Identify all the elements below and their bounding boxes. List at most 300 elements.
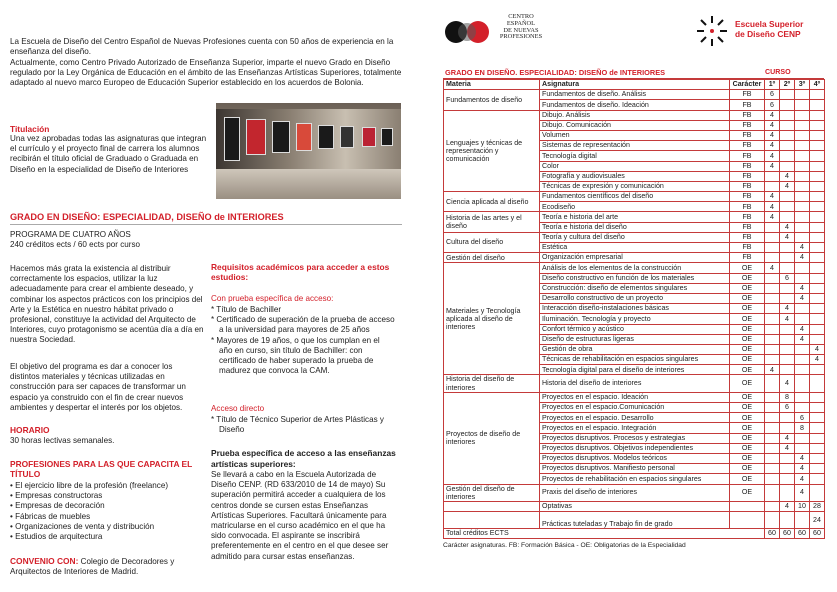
caracter-cell: OE xyxy=(730,263,765,273)
credit-cell xyxy=(810,130,825,140)
credit-cell xyxy=(810,413,825,423)
intro-paragraph-2: Actualmente, como Centro Privado Autorizado de Enseñanza Superior, imparte el nuevo Grado en Diseño regulado por la Ley Orgánica de Educación en el ámbito de las Enseñanzas Artísticas Superiores, totalmente adaptado al nuevo marco Europeo de Educación Superior establecido en los acuerdos de Bolonia. xyxy=(10,58,402,88)
asignatura-cell: Teoría e historia del arte xyxy=(540,212,730,222)
caracter-cell: OE xyxy=(730,314,765,324)
cenp-circles-icon xyxy=(444,17,492,47)
credit-cell xyxy=(765,273,780,283)
caracter-cell: OE xyxy=(730,423,765,433)
materia-cell: Historia del diseño de interiores xyxy=(444,375,540,392)
credit-cell xyxy=(810,90,825,100)
list-item: * Mayores de 19 años, o que los cumplan en el año en curso, sin título de Bachiller: con certificado de haber superado la prueba de madurez que convoca la CAM. xyxy=(211,336,395,377)
credit-cell xyxy=(810,453,825,463)
table-row xyxy=(444,212,825,222)
credit-cell xyxy=(780,413,795,423)
header-year: 2º xyxy=(780,80,795,90)
credit-cell xyxy=(810,141,825,151)
asignatura-cell: Construcción: diseño de elementos singulares xyxy=(540,283,730,293)
caracter-cell: FB xyxy=(730,202,765,212)
asignatura-cell: Teoría e historia del diseño xyxy=(540,222,730,232)
credit-cell: 6 xyxy=(780,273,795,283)
credit-cell xyxy=(765,222,780,232)
caracter-cell: FB xyxy=(730,120,765,130)
credit-cell xyxy=(780,283,795,293)
credit-cell xyxy=(765,344,780,354)
convenio-label: CONVENIO CON: xyxy=(10,556,79,566)
credit-cell xyxy=(810,443,825,453)
caracter-cell: FB xyxy=(730,90,765,100)
divider xyxy=(10,224,402,225)
caracter-cell: OE xyxy=(730,464,765,474)
header-asignatura: Asignatura xyxy=(540,80,730,90)
caracter-cell: OE xyxy=(730,365,765,375)
asignatura-cell: Estética xyxy=(540,243,730,253)
credit-cell: 10 xyxy=(795,501,810,511)
acceso-directo-list xyxy=(211,415,395,435)
credit-cell xyxy=(795,375,810,392)
credit-cell xyxy=(780,202,795,212)
credit-cell: 4 xyxy=(780,304,795,314)
credit-cell xyxy=(765,283,780,293)
credit-cell xyxy=(810,110,825,120)
credit-cell xyxy=(765,324,780,334)
caracter-cell: FB xyxy=(730,171,765,181)
cenp-logo-line: DE NUEVAS xyxy=(503,26,539,34)
asignatura-cell: Desarrollo constructivo de un proyecto xyxy=(540,293,730,303)
asignatura-cell: Fotografía y audiovisuales xyxy=(540,171,730,181)
caracter-cell: FB xyxy=(730,181,765,191)
credit-cell xyxy=(780,324,795,334)
asignatura-cell: Sistemas de representación xyxy=(540,141,730,151)
empty-cell xyxy=(730,512,765,529)
credit-cell: 4 xyxy=(795,464,810,474)
curriculum-table xyxy=(443,79,825,539)
asignatura-cell: Proyectos disruptivos. Modelos teóricos xyxy=(540,453,730,463)
credit-cell xyxy=(765,501,780,511)
credit-cell xyxy=(765,243,780,253)
credit-cell: 4 xyxy=(780,314,795,324)
caracter-cell: OE xyxy=(730,413,765,423)
credit-cell xyxy=(810,161,825,171)
caracter-cell: OE xyxy=(730,403,765,413)
practicas-row xyxy=(444,512,825,529)
credit-cell: 4 xyxy=(780,171,795,181)
list-item: * Título de Bachiller xyxy=(211,305,395,315)
materia-cell: Materiales y Tecnología aplicada al diseño de interiores xyxy=(444,263,540,375)
credit-cell: 4 xyxy=(765,151,780,161)
credit-cell xyxy=(780,90,795,100)
caracter-cell: OE xyxy=(730,375,765,392)
asignatura-cell: Proyectos en el espacio.Comunicación xyxy=(540,403,730,413)
credit-cell xyxy=(795,141,810,151)
credit-cell xyxy=(765,293,780,303)
credit-cell xyxy=(780,484,795,501)
asignatura-cell: Iluminación. Tecnología y proyecto xyxy=(540,314,730,324)
credit-cell xyxy=(780,100,795,110)
credit-cell: 6 xyxy=(795,413,810,423)
caracter-cell: FB xyxy=(730,161,765,171)
credit-cell xyxy=(780,130,795,140)
credit-cell xyxy=(780,453,795,463)
caracter-cell: FB xyxy=(730,192,765,202)
credit-cell xyxy=(780,110,795,120)
credit-cell xyxy=(780,365,795,375)
asignatura-cell: Confort térmico y acústico xyxy=(540,324,730,334)
caracter-cell: FB xyxy=(730,212,765,222)
caracter-cell: FB xyxy=(730,141,765,151)
credit-cell: 28 xyxy=(810,501,825,511)
credit-cell xyxy=(810,324,825,334)
row-label: Prácticas tuteladas y Trabajo fin de grado xyxy=(540,512,730,529)
credit-cell xyxy=(810,375,825,392)
asignatura-cell: Volumen xyxy=(540,130,730,140)
credit-cell xyxy=(765,392,780,402)
asignatura-cell: Teoría y cultura del diseño xyxy=(540,232,730,242)
credit-cell xyxy=(765,484,780,501)
table-row xyxy=(444,392,825,402)
credit-cell: 4 xyxy=(795,474,810,484)
credit-cell xyxy=(810,100,825,110)
credit-cell xyxy=(810,202,825,212)
credit-cell xyxy=(810,334,825,344)
body-paragraph-1: Hacemos más grata la existencia al distribuir correctamente los espacios, utilizar la luz adecuadamente para crear el ambiente deseado, y combinar los aspectos prácticos con los principios del Arte y la Estética en nuestro hábitat privado o profesional, constituye la actividad del Arquitecto de Interiores, cuyo protagonismo se acentúa día a día en nuestra Sociedad. xyxy=(10,264,204,345)
asignatura-cell: Fundamentos de diseño. Ideación xyxy=(540,100,730,110)
credit-cell: 4 xyxy=(795,243,810,253)
credit-cell xyxy=(795,130,810,140)
caracter-cell: FB xyxy=(730,151,765,161)
caracter-cell: OE xyxy=(730,433,765,443)
materia-cell: Lenguajes y técnicas de representación y comunicación xyxy=(444,110,540,192)
credit-cell xyxy=(765,512,780,529)
asignatura-cell: Proyectos disruptivos. Manifiesto personal xyxy=(540,464,730,474)
credit-cell xyxy=(795,181,810,191)
credit-cell xyxy=(795,232,810,242)
total-row xyxy=(444,529,825,539)
asignatura-cell: Interacción diseño-instalaciones básicas xyxy=(540,304,730,314)
credit-cell xyxy=(780,334,795,344)
header-caracter: Carácter xyxy=(730,80,765,90)
credit-cell xyxy=(810,474,825,484)
list-item: • Empresas constructoras xyxy=(10,491,210,501)
cenp-logo-line: PROFESIONES xyxy=(499,33,543,41)
body-paragraph-2: El objetivo del programa es dar a conocer los distintos materiales y técnicas utilizadas en construcción para ser capaces de transformar un espacio ya construido con el fin de crear nuevos ambientes y despertar el interés por los objetos. xyxy=(10,362,186,412)
total-cell: 60 xyxy=(765,529,780,539)
table-row xyxy=(444,90,825,100)
asignatura-cell: Proyectos en el espacio. Desarrollo xyxy=(540,413,730,423)
table-row xyxy=(444,110,825,120)
credit-cell xyxy=(795,222,810,232)
credit-cell xyxy=(810,484,825,501)
con-prueba-list xyxy=(211,305,395,376)
credit-cell xyxy=(795,314,810,324)
credit-cell: 4 xyxy=(810,344,825,354)
credit-cell xyxy=(780,253,795,263)
credit-cell xyxy=(810,212,825,222)
credit-cell: 4 xyxy=(795,324,810,334)
asignatura-cell: Tecnología digital xyxy=(540,151,730,161)
credit-cell xyxy=(795,110,810,120)
acceso-directo-heading: Acceso directo xyxy=(211,404,265,413)
credit-cell xyxy=(810,273,825,283)
credit-cell xyxy=(765,171,780,181)
credit-cell xyxy=(810,120,825,130)
asignatura-cell: Proyectos disruptivos. Objetivos independientes xyxy=(540,443,730,453)
credit-cell: 4 xyxy=(795,293,810,303)
credit-cell: 4 xyxy=(780,232,795,242)
asignatura-cell: Proyectos disruptivos. Procesos y estrategias xyxy=(540,433,730,443)
credit-cell xyxy=(780,512,795,529)
credit-cell xyxy=(795,403,810,413)
credit-cell xyxy=(810,365,825,375)
credit-cell xyxy=(780,423,795,433)
credit-cell xyxy=(780,151,795,161)
credit-cell xyxy=(765,453,780,463)
credit-cell xyxy=(780,243,795,253)
credit-cell xyxy=(765,474,780,484)
credit-cell xyxy=(780,263,795,273)
credit-cell xyxy=(765,253,780,263)
escuela-logo-line2: de Diseño CENP xyxy=(735,29,801,39)
credit-cell xyxy=(810,283,825,293)
credit-cell xyxy=(765,464,780,474)
materia-cell: Proyectos de diseño de interiores xyxy=(444,392,540,484)
asignatura-cell: Historia del diseño de interiores xyxy=(540,375,730,392)
credit-cell xyxy=(795,443,810,453)
caracter-cell: FB xyxy=(730,232,765,242)
cenp-logo-line: ESPAÑOL xyxy=(506,19,536,27)
cenp-logo-line: CENTRO xyxy=(508,13,534,20)
materia-cell: Cultura del diseño xyxy=(444,232,540,252)
caracter-cell: OE xyxy=(730,392,765,402)
credit-cell: 4 xyxy=(765,130,780,140)
empty-cell xyxy=(730,501,765,511)
credit-cell: 6 xyxy=(765,100,780,110)
credit-cell xyxy=(765,403,780,413)
credit-cell xyxy=(765,433,780,443)
credit-cell xyxy=(765,413,780,423)
caracter-cell: FB xyxy=(730,100,765,110)
credit-cell xyxy=(810,464,825,474)
row-label: Optativas xyxy=(540,501,730,511)
credit-cell: 4 xyxy=(780,433,795,443)
caracter-cell: FB xyxy=(730,130,765,140)
credit-cell xyxy=(795,202,810,212)
credit-cell: 8 xyxy=(780,392,795,402)
credit-cell xyxy=(810,423,825,433)
credit-cell: 4 xyxy=(810,355,825,365)
credit-cell xyxy=(780,293,795,303)
credit-cell xyxy=(810,222,825,232)
total-cell: 60 xyxy=(810,529,825,539)
asignatura-cell: Fundamentos científicos del diseño xyxy=(540,192,730,202)
table-header-row xyxy=(444,80,825,90)
credit-cell xyxy=(810,433,825,443)
credit-cell: 6 xyxy=(765,90,780,100)
credit-cell xyxy=(780,464,795,474)
credit-cell xyxy=(795,263,810,273)
credit-cell xyxy=(765,334,780,344)
credit-cell xyxy=(795,171,810,181)
credit-cell xyxy=(810,253,825,263)
credit-cell xyxy=(810,263,825,273)
empty-cell xyxy=(444,512,540,529)
credit-cell xyxy=(780,120,795,130)
prueba-heading: Prueba específica de acceso a las enseñanzas artísticas superiores: xyxy=(211,448,396,469)
credit-cell: 6 xyxy=(780,403,795,413)
credit-cell xyxy=(795,355,810,365)
credit-cell: 4 xyxy=(765,161,780,171)
credit-cell xyxy=(765,232,780,242)
credit-cell: 4 xyxy=(765,365,780,375)
credit-cell xyxy=(780,161,795,171)
asignatura-cell: Proyectos en el espacio. Ideación xyxy=(540,392,730,402)
curso-label: CURSO xyxy=(765,68,791,76)
credit-cell: 4 xyxy=(765,263,780,273)
horario-text: 30 horas lectivas semanales. xyxy=(10,436,115,445)
total-cell: 60 xyxy=(780,529,795,539)
credit-cell xyxy=(795,192,810,202)
credit-cell xyxy=(780,141,795,151)
credit-cell: 4 xyxy=(780,501,795,511)
caracter-cell: OE xyxy=(730,334,765,344)
credit-cell xyxy=(795,161,810,171)
credit-cell xyxy=(780,212,795,222)
list-item: • El ejercicio libre de la profesión (freelance) xyxy=(10,481,210,491)
caracter-cell: OE xyxy=(730,355,765,365)
credit-cell xyxy=(780,474,795,484)
intro-paragraph-1: La Escuela de Diseño del Centro Español de Nuevas Profesiones cuenta con 50 años de experiencia en la enseñanza del diseño. xyxy=(10,37,394,57)
caracter-cell: FB xyxy=(730,110,765,120)
table-title: GRADO EN DISEÑO. ESPECIALIDAD: DISEÑO de INTERIORES xyxy=(445,68,666,77)
credit-cell xyxy=(810,171,825,181)
caracter-cell: OE xyxy=(730,453,765,463)
credit-cell xyxy=(795,212,810,222)
credit-cell: 4 xyxy=(795,283,810,293)
header-year: 1º xyxy=(765,80,780,90)
asignatura-cell: Técnicas de expresión y comunicación xyxy=(540,181,730,191)
credit-cell: 4 xyxy=(795,453,810,463)
asignatura-cell: Fundamentos de diseño. Análisis xyxy=(540,90,730,100)
caracter-cell: OE xyxy=(730,324,765,334)
credit-cell: 4 xyxy=(795,334,810,344)
credit-cell xyxy=(765,375,780,392)
asignatura-cell: Análisis de los elementos de la construcción xyxy=(540,263,730,273)
credit-cell xyxy=(810,304,825,314)
caracter-cell: FB xyxy=(730,253,765,263)
credit-cell: 24 xyxy=(810,512,825,529)
materia-cell: Gestión del diseño de interiores xyxy=(444,484,540,501)
convenio-text: Colegio de Decoradores y Arquitectos de Interiores de Madrid. xyxy=(10,557,175,577)
asignatura-cell: Proyectos en el espacio. Integración xyxy=(540,423,730,433)
list-item: • Fábricas de muebles xyxy=(10,512,210,522)
list-item: • Empresas de decoración xyxy=(10,501,210,511)
programa-text: PROGRAMA DE CUATRO AÑOS xyxy=(10,230,131,239)
materia-cell: Fundamentos de diseño xyxy=(444,90,540,110)
credit-cell xyxy=(765,355,780,365)
credit-cell xyxy=(795,512,810,529)
creditos-text: 240 créditos ects / 60 ects por curso xyxy=(10,240,141,249)
credit-cell: 8 xyxy=(795,423,810,433)
header-year: 4º xyxy=(810,80,825,90)
credit-cell: 4 xyxy=(765,202,780,212)
escuela-logo-line1: Escuela Superior xyxy=(735,19,804,29)
caracter-cell: OE xyxy=(730,273,765,283)
asignatura-cell: Tecnología digital para el diseño de interiores xyxy=(540,365,730,375)
credit-cell xyxy=(765,423,780,433)
asignatura-cell: Gestión de obra xyxy=(540,344,730,354)
asignatura-cell: Organización empresarial xyxy=(540,253,730,263)
asignatura-cell: Proyectos de rehabilitación en espacios singulares xyxy=(540,474,730,484)
escuela-logo xyxy=(695,14,835,48)
credit-cell xyxy=(765,314,780,324)
asignatura-cell: Diseño constructivo en función de los materiales xyxy=(540,273,730,283)
credit-cell xyxy=(810,403,825,413)
con-prueba-heading: Con prueba específica de acceso: xyxy=(211,294,334,303)
optativas-row xyxy=(444,501,825,511)
credit-cell xyxy=(810,192,825,202)
list-item: * Título de Técnico Superior de Artes Plásticas y Diseño xyxy=(211,415,395,435)
asignatura-cell: Dibujo. Análisis xyxy=(540,110,730,120)
credit-cell xyxy=(810,392,825,402)
credit-cell: 4 xyxy=(765,120,780,130)
profesiones-heading: PROFESIONES PARA LAS QUE CAPACITA EL TÍTULO xyxy=(10,459,193,479)
credit-cell xyxy=(765,181,780,191)
credit-cell xyxy=(795,100,810,110)
credit-cell: 4 xyxy=(795,253,810,263)
credit-cell xyxy=(810,243,825,253)
credit-cell xyxy=(795,90,810,100)
table-row xyxy=(444,192,825,202)
header-materia: Materia xyxy=(444,80,540,90)
table-row xyxy=(444,375,825,392)
requisitos-heading: Requisitos académicos para acceder a estos estudios: xyxy=(211,262,390,282)
table-row xyxy=(444,263,825,273)
caracter-cell: OE xyxy=(730,293,765,303)
credit-cell xyxy=(810,293,825,303)
convenio xyxy=(10,556,210,577)
credit-cell xyxy=(795,304,810,314)
asignatura-cell: Color xyxy=(540,161,730,171)
caracter-cell: FB xyxy=(730,243,765,253)
credit-cell xyxy=(810,181,825,191)
credit-cell: 4 xyxy=(795,484,810,501)
credit-cell: 4 xyxy=(765,110,780,120)
asignatura-cell: Praxis del diseño de interiores xyxy=(540,484,730,501)
table-row xyxy=(444,232,825,242)
credit-cell xyxy=(765,304,780,314)
credit-cell: 4 xyxy=(780,222,795,232)
horario-heading: HORARIO xyxy=(10,425,50,435)
total-label: Total créditos ECTS xyxy=(444,529,765,539)
credit-cell: 4 xyxy=(765,192,780,202)
caracter-cell: OE xyxy=(730,484,765,501)
grado-heading: GRADO EN DISEÑO: ESPECIALIDAD, DISEÑO de INTERIORES xyxy=(10,212,284,222)
asignatura-cell: Técnicas de rehabilitación en espacios singulares xyxy=(540,355,730,365)
credit-cell xyxy=(795,392,810,402)
profesiones-list xyxy=(10,481,210,542)
credit-cell xyxy=(795,344,810,354)
cenp-logo xyxy=(444,14,554,50)
credit-cell: 4 xyxy=(780,375,795,392)
list-item: * Certificado de superación de la prueba de acceso a la universidad para mayores de 25 años xyxy=(211,315,395,335)
caracter-cell: OE xyxy=(730,443,765,453)
titulacion-heading: Titulación xyxy=(10,124,50,134)
table-footnote: Carácter asignaturas. FB: Formación Básica - OE: Obligatorias de la Especialidad xyxy=(443,542,686,550)
asignatura-cell: Diseño de estructuras ligeras xyxy=(540,334,730,344)
list-item: • Organizaciones de venta y distribución xyxy=(10,522,210,532)
credit-cell xyxy=(795,151,810,161)
curriculum-table-wrap xyxy=(443,67,824,549)
caracter-cell: OE xyxy=(730,474,765,484)
